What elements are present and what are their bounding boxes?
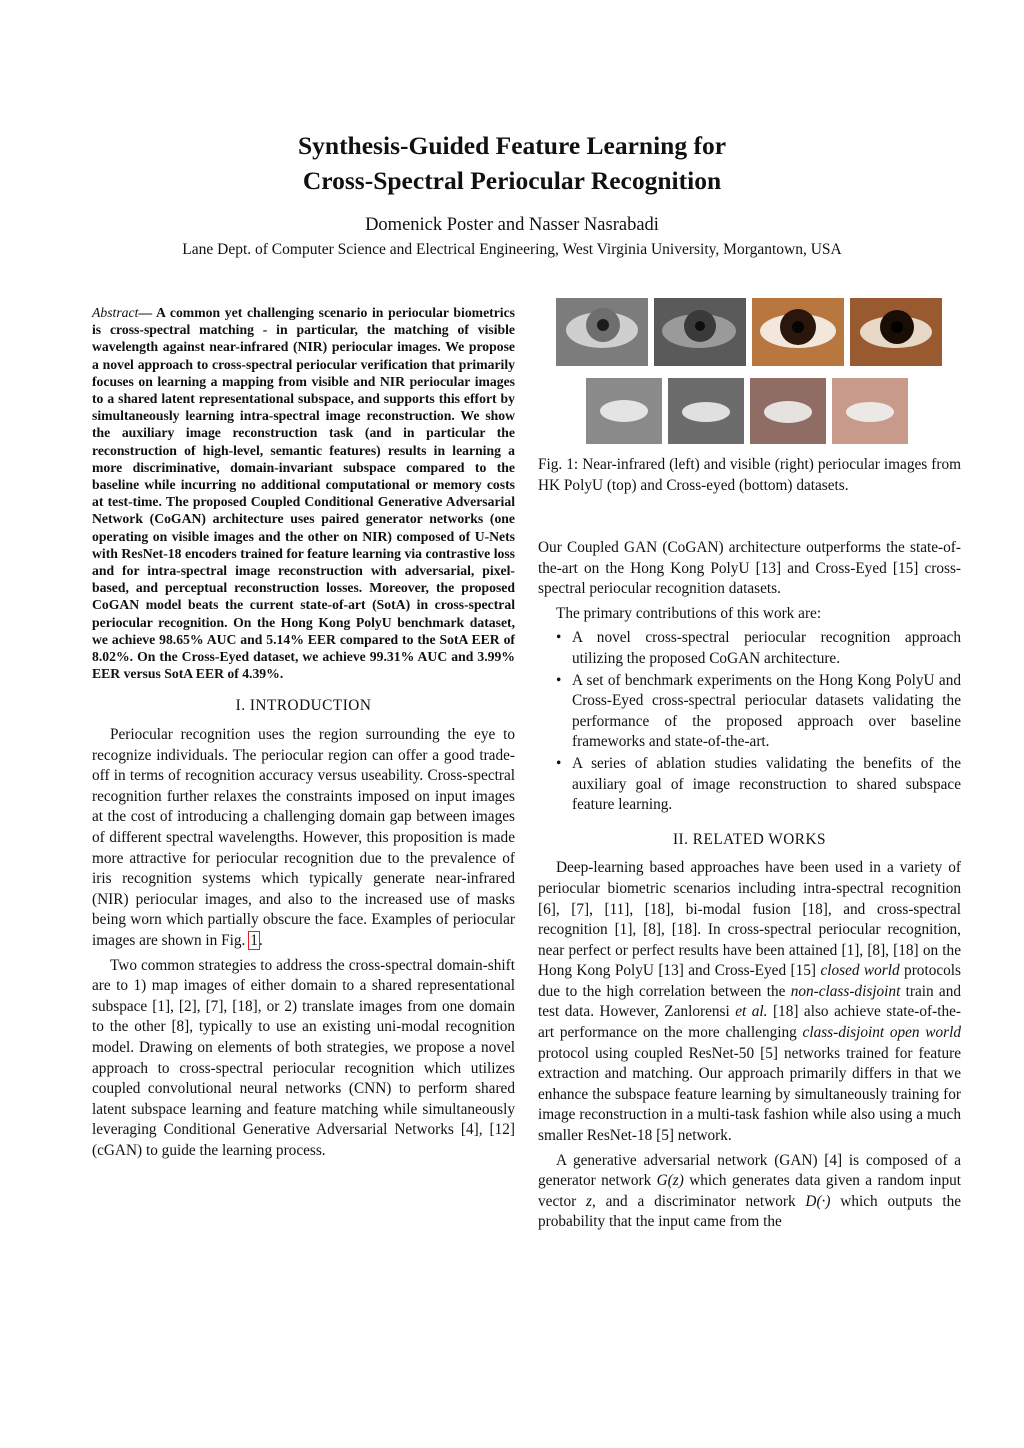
bullet-icon: • — [556, 629, 562, 647]
title-line-1: Synthesis-Guided Feature Learning for — [297, 131, 727, 160]
eye-image-nir-polyu-2 — [654, 298, 746, 366]
intro-p1-end: . — [258, 932, 263, 949]
related-paragraph-1: Deep-learning based approaches have been used in a variety of periocular biometric scenarios including intra-spectral recognition [6], [7], [11], [18], bi-modal fusion [18], and cross-spectral recognition [1], [8], [18]. In cross-spectral periocular recognition, near perfect or perfect results have been attained [1], [8], [18] on the Hong Kong PolyU [13] and Cross-Eyed [15] closed world protocols due to the high correlation between the non-class-disjoint train and test data. However, Zanlorensi et al. [18] also achieve state-of-the-art performance on the more challenging class-disjoint open world protocol using coupled ResNet-50 [5] networks trained for feature extraction and matching. Our approach primarily differs in that we enhance the subspace feature learning by simultaneously training for image reconstruction in a multi-task fashion while also using a much smaller ResNet-18 [5] network. — [538, 859, 962, 1145]
left-column — [92, 304, 515, 1166]
list-item: • A novel cross-spectral periocular recognition approach utilizing the proposed CoGAN architecture. — [556, 629, 961, 667]
bullet-icon: • — [556, 754, 562, 772]
paper-title — [0, 128, 1024, 198]
eye-image-nir-crosseyed-2 — [668, 378, 744, 444]
eye-image-visible-crosseyed-2 — [832, 378, 908, 444]
authors: Domenick Poster and Nasser Nasrabadi — [365, 215, 659, 235]
section-heading-related-works: II. RELATED WORKS — [672, 830, 827, 848]
eye-image-nir-polyu-1 — [556, 298, 648, 366]
abstract-lead: Abstract — [92, 305, 139, 320]
list-item: • A set of benchmark experiments on the Hong Kong PolyU and Cross-Eyed cross-spectral periocular datasets validating the performance of the proposed approach over baseline frameworks and state-of-the-art. — [556, 671, 961, 751]
eye-image-visible-polyu-2 — [850, 298, 942, 366]
eye-image-nir-crosseyed-1 — [586, 378, 662, 444]
figure-1 — [538, 296, 961, 448]
list-item: • A series of ablation studies validating the benefits of the auxiliary goal of image reconstruction to shared subspace feature learning. — [556, 754, 961, 814]
intro-p1-text: Periocular recognition uses the region surrounding the eye to recognize individuals. The periocular region can offer a good trade-off in terms of recognition accuracy versus useability. Cross-spectral recognition further relaxes the constraints imposed on input images at the cost of introducing a challenging domain gap between images of different spectral wavelengths. However, this proposition is made more attractive for periocular recognition due to the prevalence of iris recognition systems which typically generate near-infrared (NIR) periocular images, and also to the increased use of masks being worn which partially obscure the face. Examples of periocular images are shown in Fig. — [92, 726, 515, 949]
title-line-2: Cross-Spectral Periocular Recognition — [302, 166, 722, 195]
eye-image-visible-crosseyed-1 — [750, 378, 826, 444]
intro-paragraph-1 — [92, 725, 515, 952]
intro-paragraph-2: Two common strategies to address the cross-spectral domain-shift are to 1) map images of either domain to a shared representational subspace [1], [2], [7], [18], or 2) translate images from one domain to the other [8], typically to use an existing uni-modal recognition model. Drawing on elements of both strategies, we propose a novel approach to cross-spectral periocular recognition which utilizes coupled convolutional neural networks (CNN) to perform shared latent subspace learning and feature matching while simultaneously leveraging Conditional Generative Adversarial Networks [4], [12] (cGAN) to guide the learning process. — [92, 956, 515, 1159]
section-heading-introduction: I. INTRODUCTION — [235, 697, 372, 715]
contributions-intro: The primary contributions of this work are: — [556, 604, 822, 622]
related-paragraph-2: A generative adversarial network (GAN) [4] is composed of a generator network G(z) which generates data given a random input vector z, and a discriminator network D(·) which outputs the probability that the input came from the — [538, 1151, 962, 1231]
bullet-icon: • — [556, 671, 562, 689]
abstract-dash: — — [138, 305, 153, 320]
figure-1-link[interactable]: 1 — [250, 932, 258, 949]
abstract-text: A common yet challenging scenario in periocular biometrics is cross-spectral matching - in particular, the matching of visible wavelength against near-infrared (NIR) periocular images. We propose a novel approach to cross-spectral periocular verification that primarily focuses on learning a mapping from visible and NIR periocular images to a shared latent representational subspace, and supports this effort by simultaneously learning intra-spectral image reconstruction. We show the auxiliary image reconstruction task (and in particular the reconstruction of high-level, semantic features) results in learning a more discriminative, domain-invariant subspace compared to the baseline while incurring no additional computational or memory costs at test-time. The proposed Coupled Conditional Generative Adversarial Network (CoGAN) architecture uses paired generator networks (one operating on visible images and the other on NIR) composed of U-Nets with ResNet-18 encoders trained for feature learning via contrastive loss and for intra-spectral image reconstruction with adversarial, pixel-based, and perceptual reconstruction losses. Moreover, the proposed CoGAN model beats the current state-of-art (SotA) in cross-spectral periocular recognition. On the Hong Kong PolyU benchmark dataset, we achieve 98.65% AUC and 5.14% EER compared to the SotA EER of 8.02%. On the Cross-Eyed dataset, we achieve 99.31% AUC and 3.99% EER versus SotA EER of 4.39%. — [92, 305, 515, 682]
right-paragraph-1: Our Coupled GAN (CoGAN) architecture outperforms the state-of-the-art on the Hong Kong PolyU [13] and Cross-Eyed [15] cross-spectral periocular recognition datasets. — [538, 539, 961, 598]
eye-image-visible-polyu-1 — [752, 298, 844, 366]
figure-1-caption: Fig. 1: Near-infrared (left) and visible (right) periocular images from HK PolyU (top) and Cross-eyed (bottom) datasets. — [538, 456, 961, 494]
figure-image-grid — [538, 296, 961, 448]
contributions-list — [538, 628, 961, 815]
abstract — [92, 304, 515, 682]
right-column — [538, 538, 961, 1237]
affiliation: Lane Dept. of Computer Science and Electrical Engineering, West Virginia University, Morgantown, USA — [182, 241, 842, 258]
